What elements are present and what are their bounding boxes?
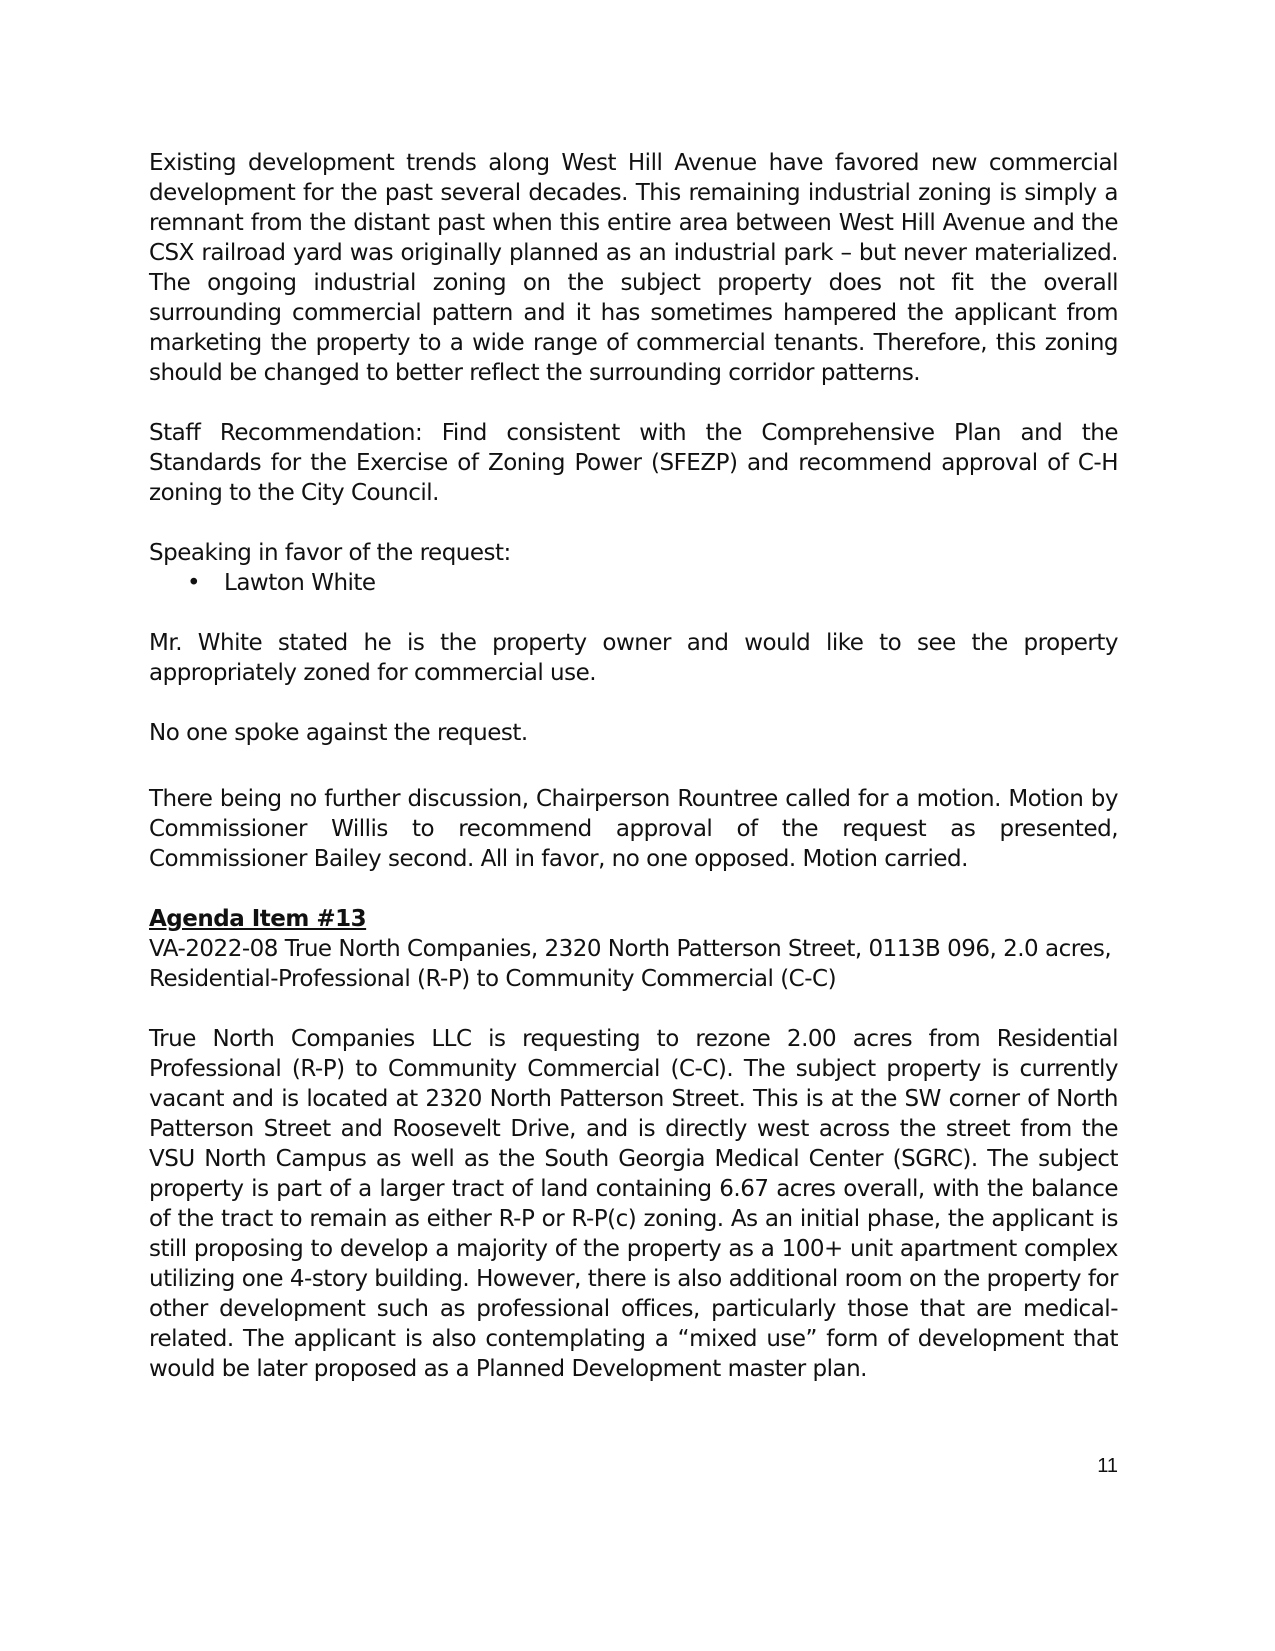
paragraph-no-opposition: No one spoke against the request. [149,720,528,746]
agenda-item-description: True North Companies LLC is requesting to rezone 2.00 acres from Residential Professional (R-P) to Community Commercial (C-C). The subject property is currently vacant and is located at 2320 North Patterson Street. This is at the SW corner of North Patterson Street and Roosevelt Drive, and is directly west across the street from the VSU North Campus as well as the South Georgia Medical Center (SGRC). The subject property is part of a larger tract of land containing 6.67 acres overall, with the balance of the tract to remain as either R-P or R-P(c) zoning. As an initial phase, the applicant is still proposing to develop a majority of the property as a 100+ unit apartment complex utilizing one 4-story building. However, there is also additional room on the property for other development such as professional offices, particularly those that are medical-related. The applicant is also contemplating a “mixed use” form of development that would be later proposed as a Planned Development master plan. [149,1026,1118,1382]
speakers-in-favor-list [149,568,1118,598]
paragraph-staff-recommendation: Staff Recommendation: Find consistent with the Comprehensive Plan and the Standards for the Exercise of Zoning Power (SFEZP) and recommend approval of C-H zoning to the City Council. [149,420,1118,506]
bullet-icon: • [187,570,201,596]
document-page [149,148,1118,1414]
speaker-name: Lawton White [224,570,376,596]
agenda-item-case-line: VA-2022-08 True North Companies, 2320 North Patterson Street, 0113B 096, 2.0 acres, Residential-Professional (R-P) to Community Commercial (C-C) [149,936,1112,992]
paragraph-motion: There being no further discussion, Chairperson Rountree called for a motion. Motion by Commissioner Willis to recommend approval of the request as presented, Commissioner Bailey second. All in favor, no one opposed. Motion carried. [149,786,1118,872]
paragraph-development-trends: Existing development trends along West Hill Avenue have favored new commercial development for the past several decades. This remaining industrial zoning is simply a remnant from the distant past when this entire area between West Hill Avenue and the CSX railroad yard was originally planned as an industrial park – but never materialized. The ongoing industrial zoning on the subject property does not fit the overall surrounding commercial pattern and it has sometimes hampered the applicant from marketing the property to a wide range of commercial tenants. Therefore, this zoning should be changed to better reflect the surrounding corridor patterns. [149,150,1118,386]
list-item [149,568,1118,598]
agenda-item-heading: Agenda Item #13 [149,906,367,932]
paragraph-speaking-in-favor: Speaking in favor of the request: [149,540,511,566]
page-number: 11 [1097,1455,1118,1477]
paragraph-mr-white-statement: Mr. White stated he is the property owner and would like to see the property appropriately zoned for commercial use. [149,630,1118,686]
